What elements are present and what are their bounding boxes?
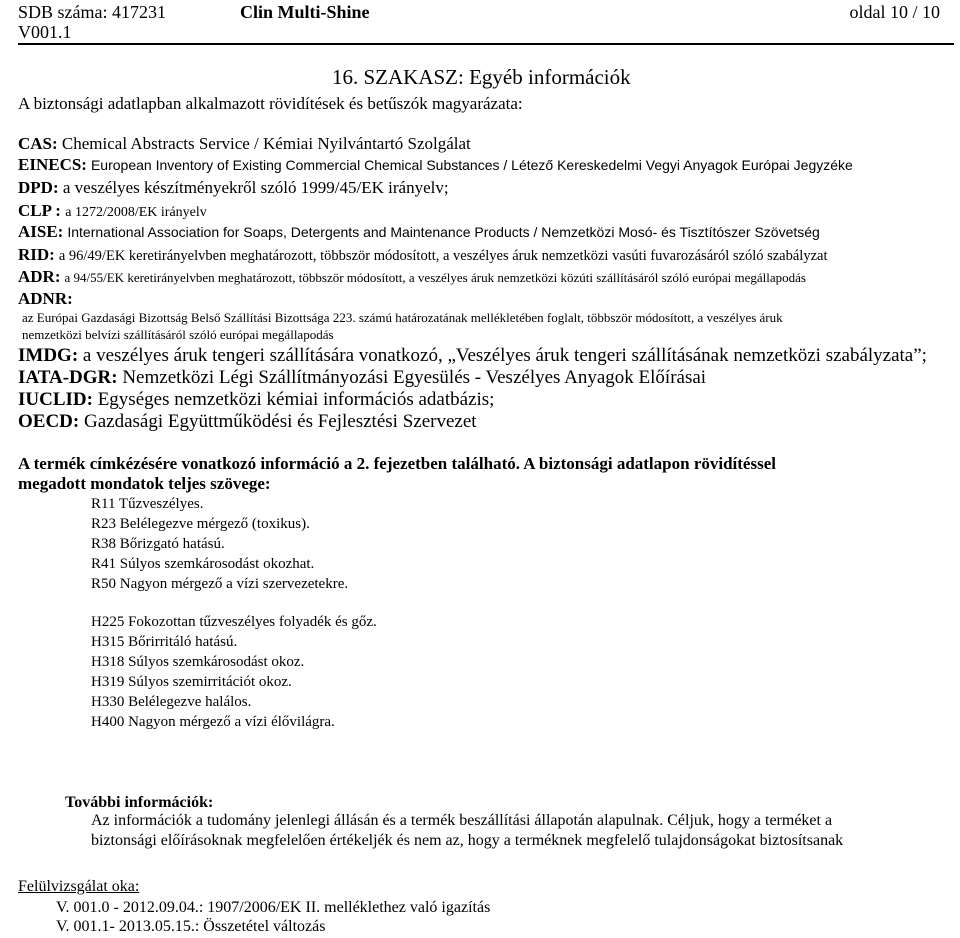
further-info-line-1: Az információk a tudomány jelenlegi állásán és a termék beszállítási állapotán alapulnak. Céljuk, hogy a terméket a (91, 812, 833, 829)
page-number: oldal 10 / 10 (849, 2, 940, 22)
h-phrase: H225 Fokozottan tűzveszélyes folyadék és gőz. (91, 614, 377, 630)
h-phrase: H315 Bőrirritáló hatású. (91, 634, 238, 650)
abbr-adnr: ADNR: (18, 289, 73, 308)
further-info-heading: További információk: (65, 794, 214, 811)
r-phrase: R50 Nagyon mérgező a vízi szervezetekre. (91, 576, 349, 592)
abbr-rid: RID: a 96/49/EK keretirányelvben meghatározott, többször módosított, a veszélyes áruk nemzetközi vasúti fuvarozásáról szóló szabályzat (18, 245, 828, 264)
adnr-line-1: az Európai Gazdasági Bizottság Belső Szállítási Bizottsága 223. számú határozatának mellékletében foglalt, többször módosított, a veszélyes áruk (22, 310, 783, 325)
labelling-note-line-2: megadott mondatok teljes szövege: (18, 474, 271, 493)
revision-line-2: V. 001.1- 2013.05.15.: Összetétel változás (56, 918, 326, 935)
r-phrase: R38 Bőrizgató hatású. (91, 536, 225, 552)
abbr-oecd: OECD: Gazdasági Együttműködési és Fejlesztési Szervezet (18, 411, 477, 432)
abbr-clp: CLP : a 1272/2008/EK irányelv (18, 201, 207, 220)
adnr-line-2: nemzetközi belvízi szállításáról szóló európai megállapodás (22, 327, 334, 342)
abbr-aise: AISE: International Association for Soaps, Detergents and Maintenance Products / Nemzetközi Mosó- és Tisztítószer Szövetség (18, 222, 820, 241)
further-info-line-2: biztonsági előírásoknak megfelelően értékeljék és nem az, hogy a terméknek megfelelő tulajdonságokat biztosítsanak (91, 832, 844, 849)
revision-line-1: V. 001.0 - 2012.09.04.: 1907/2006/EK II. melléklethez való igazítás (56, 899, 491, 916)
section-title: 16. SZAKASZ: Egyéb információk (332, 65, 631, 89)
labelling-note-line-1: A termék címkézésére vonatkozó információ a 2. fejezetben található. A biztonsági adatlapon rövidítéssel (18, 454, 776, 473)
r-phrase: R41 Súlyos szemkárosodást okozhat. (91, 556, 315, 572)
abbr-dpd: DPD: a veszélyes készítményekről szóló 1999/45/EK irányelv; (18, 178, 449, 197)
abbr-adr: ADR: a 94/55/EK keretirányelvben meghatározott, többször módosított, a veszélyes áruk nemzetközi közúti szállításáról szóló európai megállapodás (18, 267, 806, 286)
abbr-imdg: IMDG: a veszélyes áruk tengeri szállítására vonatkozó, „Veszélyes áruk tengeri szállításának nemzetközi szabályzata”; (18, 345, 927, 366)
h-phrase: H330 Belélegezve halálos. (91, 694, 252, 710)
abbreviations-heading: A biztonsági adatlapban alkalmazott rövidítések és betűszók magyarázata: (18, 94, 523, 113)
revision-heading: Felülvizsgálat oka: (18, 878, 140, 895)
product-name: Clin Multi-Shine (240, 2, 370, 22)
h-phrase: H400 Nagyon mérgező a vízi élővilágra. (91, 714, 335, 730)
sdb-number: SDB száma: 417231 (18, 2, 166, 22)
h-phrase: H318 Súlyos szemkárosodást okoz. (91, 654, 305, 670)
r-phrase: R23 Belélegezve mérgező (toxikus). (91, 516, 310, 532)
r-phrase: R11 Tűzveszélyes. (91, 496, 204, 512)
abbr-cas: CAS: Chemical Abstracts Service / Kémiai Nyilvántartó Szolgálat (18, 134, 471, 153)
h-phrase: H319 Súlyos szemirritációt okoz. (91, 674, 292, 690)
abbr-iata: IATA-DGR: Nemzetközi Légi Szállítmányozási Egyesülés - Veszélyes Anyagok Előírásai (18, 367, 707, 388)
abbr-einecs: EINECS: European Inventory of Existing Commercial Chemical Substances / Létező Kereskedelmi Vegyi Anyagok Európai Jegyzéke (18, 155, 853, 174)
header-rule (18, 43, 954, 45)
version: V001.1 (18, 22, 72, 42)
abbr-iuclid: IUCLID: Egységes nemzetközi kémiai információs adatbázis; (18, 389, 495, 410)
